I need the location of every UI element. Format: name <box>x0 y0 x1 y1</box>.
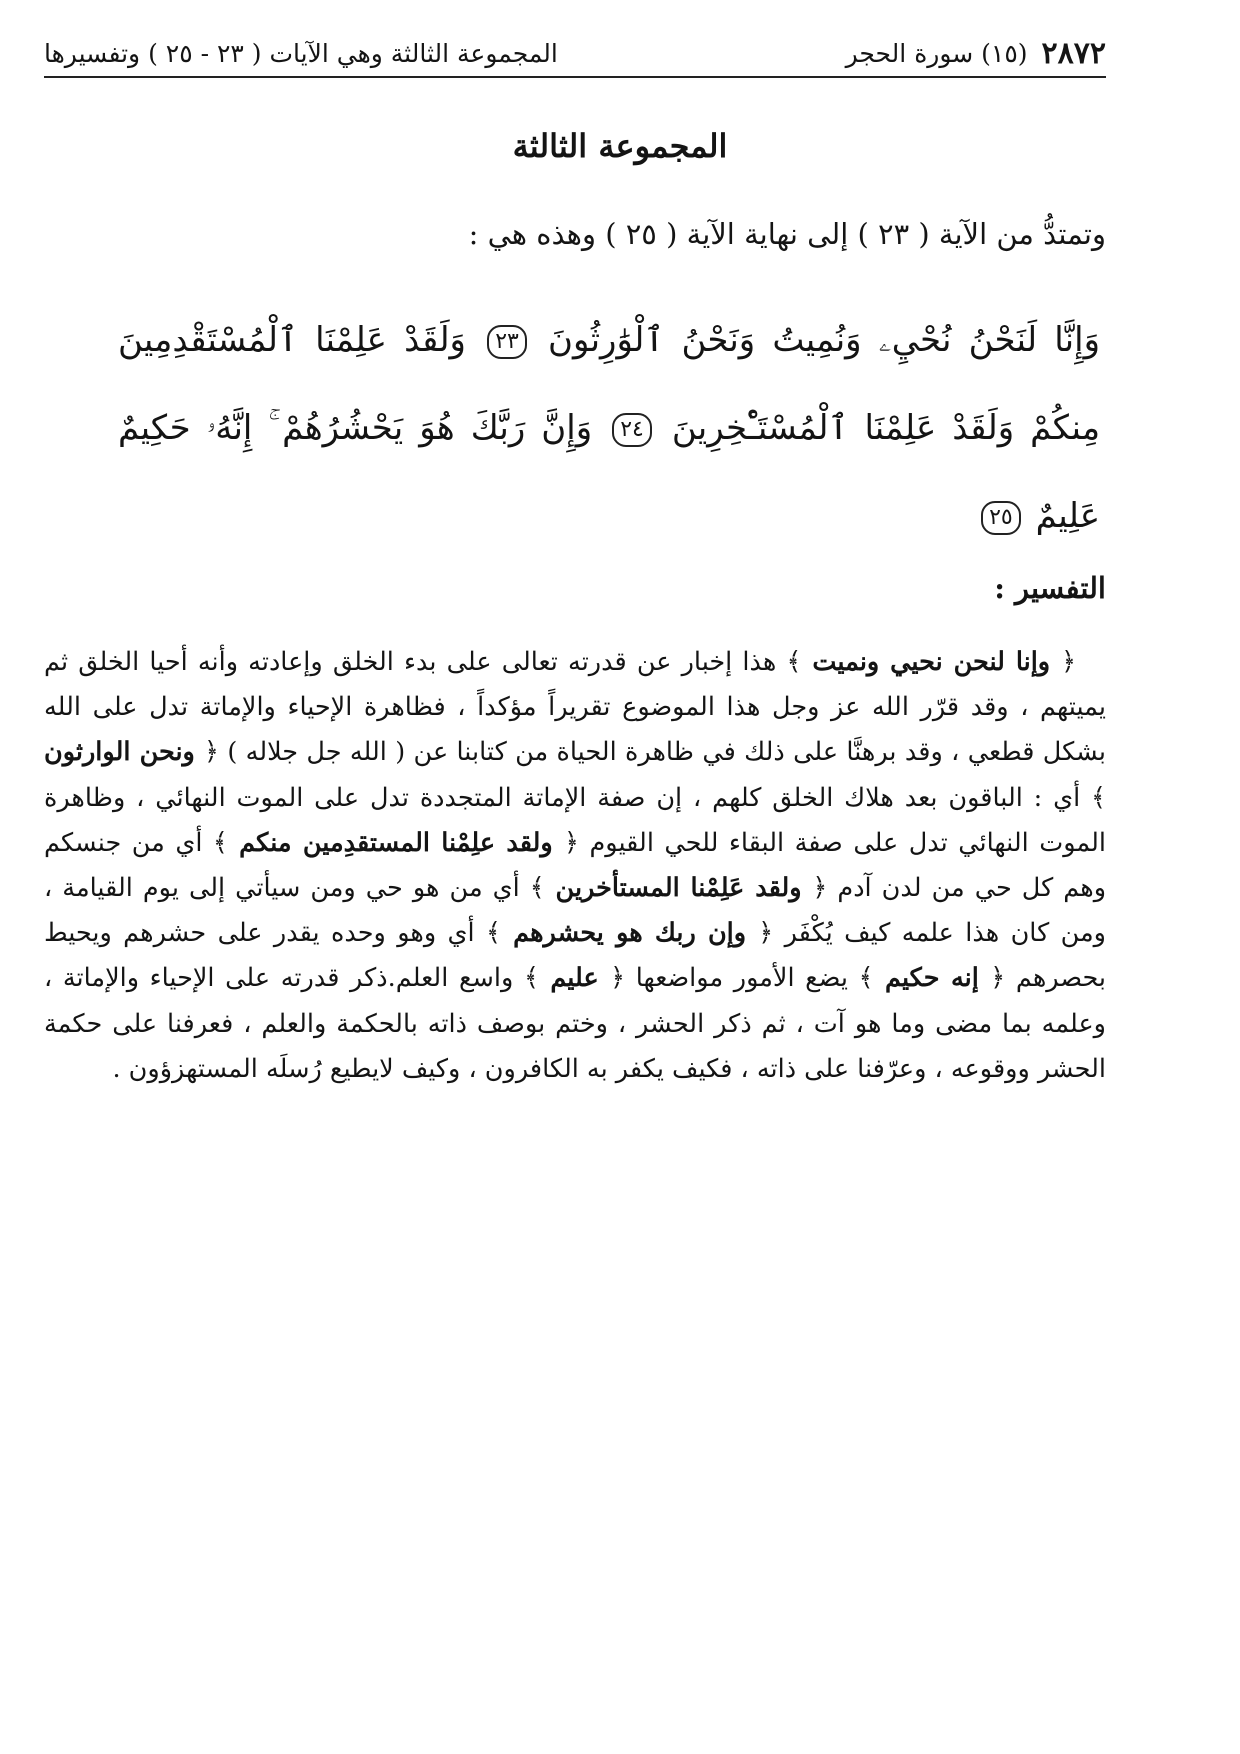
header-rule <box>44 76 1106 78</box>
verse-text: وَإِنَّ رَبَّكَ هُوَ يَحْشُرُهُمْ ۚ إِنَّهُۥ حَكِيمٌ عَلِيمٌ <box>118 408 1100 536</box>
commentary-text: واسع العلم.ذكر قدرته على الإحياء والإماتة ، وعلمه بما مضى وما هو آت ، ثم ذكر الحشر ، وختم بوصف ذاته بالحكمة والعلم ، فعرفنا على حكمة الحشر ووقوعه ، وعرّفنا على ذاته ، فكيف يكفر به الكافرون ، وكيف لايطيع رُسلَه المستهزؤون . <box>44 963 1106 1084</box>
tafsir-heading: التفسير : <box>994 571 1106 605</box>
quoted-verse-fragment: ولقد عَلِمْنا المستأخرين <box>544 873 813 904</box>
group-title: المجموعة الثالثة وهي الآيات ( ٢٣ - ٢٥ ) وتفسيرها <box>44 39 558 68</box>
page-number: ٢٨٧٢ <box>1041 36 1106 71</box>
commentary-text: أي من هو حي ومن سيأتي إلى يوم القيامة ، ومن كان هذا علمه كيف يُكْفَر <box>44 873 1106 949</box>
ayah-number-marker: ٢٣ <box>487 325 527 359</box>
surah-name: (١٥) سورة الحجر <box>845 39 1028 68</box>
section-intro: وتمتدُّ من الآية ( ٢٣ ) إلى نهاية الآية ( ٢٥ ) وهذه هي : <box>468 217 1106 251</box>
ornate-bracket-open: ﴿ <box>812 873 828 904</box>
section-title: المجموعة الثالثة <box>512 127 728 165</box>
commentary-text: أي من جنسكم وهم كل حي من لدن آدم <box>44 827 1107 904</box>
ornate-bracket-close: ﴾ <box>529 873 545 904</box>
quoted-verse-fragment: عليم <box>538 963 611 994</box>
running-header <box>44 28 1106 74</box>
ornate-bracket-open: ﴿ <box>564 827 579 858</box>
running-header-right <box>846 34 1106 74</box>
commentary-text: يضع الأمور مواضعها <box>635 963 848 994</box>
ornate-bracket-close: ﴾ <box>1091 782 1106 813</box>
ornate-bracket-close: ﴾ <box>858 963 874 994</box>
ornate-bracket-open: ﴿ <box>758 918 774 949</box>
ornate-bracket-close: ﴾ <box>212 827 228 858</box>
ornate-bracket-close: ﴾ <box>523 963 539 994</box>
commentary-text: أي وهو وحده يقدر على حشرهم ويحيط بحصرهم <box>44 918 1107 994</box>
verse-text: وَإِنَّا لَنَحْنُ نُحْيِۦ وَنُمِيتُ وَنَحْنُ ٱلْوَٰرِثُونَ <box>548 320 1100 360</box>
quoted-verse-fragment: إنه حكيم <box>873 963 991 994</box>
ornate-bracket-open: ﴿ <box>990 963 1006 994</box>
commentary-text: هذا إخبار عن قدرته تعالى على بدء الخلق وإعادته وأنه أحيا الخلق ثم يميتهم ، وقد قرّر الله عز وجل هذا الموضوع تقريراً مؤكداً ، فظاهرة الإحياء والإماتة تدل على الله بشكل قطعي ، وقد برهنَّا على ذلك في ظاهرة الحياة من كتابنا عن ( الله جل جلاله ) <box>44 647 1107 768</box>
tafsir-body <box>44 640 1106 1092</box>
ayah-number-marker: ٢٥ <box>981 501 1021 535</box>
ornate-bracket-open: ﴿ <box>204 737 219 768</box>
ornate-bracket-open: ﴿ <box>1061 647 1077 677</box>
quran-verses <box>118 296 1100 560</box>
commentary-text: أي : الباقون بعد هلاك الخلق كلهم ، إن صفة الإماتة المتجددة تدل على الموت النهائي ، وظاهرة الموت النهائي تدل على صفة البقاء للحي القيوم <box>44 782 1106 858</box>
quoted-verse-fragment: وإن ربك هو يحشرهم <box>500 918 759 949</box>
ayah-number-marker: ٢٤ <box>612 413 652 447</box>
ornate-bracket-close: ﴾ <box>786 647 802 677</box>
verse-text: وَلَقَدْ عَلِمْنَا ٱلْمُسْتَقْدِمِينَ مِنكُمْ وَلَقَدْ عَلِمْنَا ٱلْمُسْتَـْٔخِرِينَ <box>118 320 1101 448</box>
quoted-verse-fragment: وإنا لنحن نحيي ونميت <box>801 647 1062 677</box>
ornate-bracket-open: ﴿ <box>610 963 626 994</box>
quoted-verse-fragment: ونحن الوارثون <box>44 737 204 768</box>
ornate-bracket-close: ﴾ <box>485 918 501 949</box>
quoted-verse-fragment: ولقد علِمْنا المستقدِمين منكم <box>227 827 565 858</box>
tafsir-paragraph <box>44 640 1106 1092</box>
